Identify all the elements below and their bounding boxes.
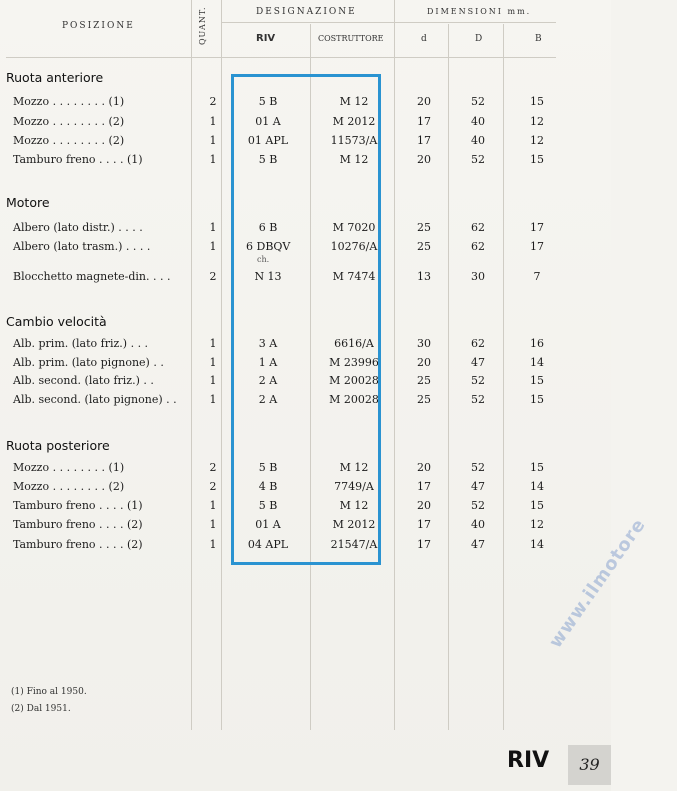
footnote-2: (2) Dal 1951. [11,704,71,714]
cell-d: 13 [417,270,431,283]
cell-riv: 1 A [258,356,278,369]
cell-B: 15 [530,499,544,512]
cell-D: 62 [471,240,485,253]
cell-quant: 2 [209,95,217,108]
cell-D: 47 [471,356,485,369]
header-designazione: DESIGNAZIONE [256,7,357,17]
cell-costruttore: 21547/A [330,538,378,551]
header-costruttore: COSTRUTTORE [318,34,384,43]
cell-riv: 2 A [258,374,278,387]
cell-D: 40 [471,115,485,128]
cell-D: 52 [471,499,485,512]
cell-d: 17 [417,518,431,531]
cell-costruttore: M 12 [339,499,369,512]
cell-quant: 1 [209,393,217,406]
cell-B: 15 [530,95,544,108]
cell-D: 47 [471,538,485,551]
cell-riv: 6 B [258,221,278,234]
cell-costruttore: M 20028 [329,374,379,387]
cell-posizione: Mozzo . . . . . . . . (2) [13,480,125,493]
cell-posizione: Tamburo freno . . . . (1) [13,153,143,166]
cell-quant: 1 [209,337,217,350]
cell-quant: 1 [209,538,217,551]
cell-quant: 1 [209,518,217,531]
section-title: Ruota posteriore [6,438,110,453]
cell-costruttore: 7749/A [334,480,374,493]
cell-costruttore: M 2012 [332,115,376,128]
cell-B: 15 [530,153,544,166]
page-number: 39 [568,745,611,785]
cell-costruttore: M 12 [339,95,369,108]
footnote-1: (1) Fino al 1950. [11,687,87,697]
header-dimensioni: DIMENSIONI mm. [427,7,532,16]
cell-posizione: Alb. prim. (lato pignone) . . [13,356,164,369]
cell-d: 20 [417,499,431,512]
cell-posizione: Mozzo . . . . . . . . (1) [13,95,125,108]
cell-B: 17 [530,240,544,253]
header-quant: QUANT. [198,6,207,45]
cell-B: 15 [530,374,544,387]
cell-posizione: Alb. second. (lato pignone) . . [13,393,177,406]
cell-D: 52 [471,153,485,166]
cell-costruttore: M 2012 [332,518,376,531]
cell-quant: 1 [209,374,217,387]
header-d: d [421,34,429,44]
cell-posizione: Albero (lato trasm.) . . . . [13,240,151,253]
cell-costruttore: M 7474 [332,270,376,283]
cell-costruttore: M 12 [339,153,369,166]
cell-D: 52 [471,393,485,406]
cell-quant: 1 [209,115,217,128]
cell-riv: 3 A [258,337,278,350]
cell-riv: 01 APL [247,134,289,147]
cell-D: 40 [471,134,485,147]
cell-posizione: Mozzo . . . . . . . . (1) [13,461,125,474]
cell-quant: 1 [209,499,217,512]
cell-posizione: Blocchetto magnete-din. . . . [13,270,171,283]
cell-quant: 1 [209,153,217,166]
riv-logo: RIV [507,748,550,773]
cell-D: 47 [471,480,485,493]
cell-B: 7 [533,270,541,283]
cell-B: 17 [530,221,544,234]
cell-costruttore: M 23996 [329,356,379,369]
cell-B: 14 [530,538,544,551]
cell-B: 12 [530,115,544,128]
cell-d: 20 [417,461,431,474]
cell-D: 62 [471,221,485,234]
cell-d: 25 [417,393,431,406]
cell-costruttore: 11573/A [330,134,378,147]
cell-riv: 04 APL [247,538,289,551]
header-riv: RIV [256,33,276,44]
cell-d: 17 [417,480,431,493]
watermark-text: www.ilmotore [545,514,651,653]
cell-costruttore: 6616/A [334,337,374,350]
cell-costruttore: M 12 [339,461,369,474]
cell-d: 17 [417,134,431,147]
cell-posizione: Tamburo freno . . . . (2) [13,538,143,551]
cell-riv: 2 A [258,393,278,406]
cell-posizione: Mozzo . . . . . . . . (2) [13,115,125,128]
cell-riv: 5 B [258,95,278,108]
cell-posizione: Alb. prim. (lato friz.) . . . [13,337,149,350]
cell-D: 52 [471,374,485,387]
cell-costruttore: M 7020 [332,221,376,234]
cell-B: 12 [530,134,544,147]
cell-D: 62 [471,337,485,350]
cell-D: 52 [471,461,485,474]
cell-B: 15 [530,461,544,474]
cell-d: 25 [417,240,431,253]
cell-D: 52 [471,95,485,108]
header-D: D [475,34,485,44]
cell-d: 20 [417,153,431,166]
cell-riv: 01 A [255,518,281,531]
cell-riv: N 13 [254,270,282,283]
cell-costruttore: M 20028 [329,393,379,406]
cell-costruttore: 10276/A [330,240,378,253]
header-B: B [535,34,544,44]
cell-riv: 5 B [258,461,278,474]
cell-quant: 1 [209,240,217,253]
cell-d: 20 [417,356,431,369]
cell-quant: 2 [209,270,217,283]
cell-d: 20 [417,95,431,108]
cell-riv-note: ch. [257,255,270,264]
cell-d: 17 [417,538,431,551]
section-title: Ruota anteriore [6,70,104,85]
cell-D: 30 [471,270,485,283]
header-rule-top [221,22,556,23]
cell-quant: 1 [209,221,217,234]
header-posizione: POSIZIONE [62,21,135,31]
cell-B: 16 [530,337,544,350]
cell-posizione: Tamburo freno . . . . (1) [13,499,143,512]
cell-riv: 6 DBQV [246,240,291,253]
cell-B: 12 [530,518,544,531]
cell-D: 40 [471,518,485,531]
cell-riv: 4 B [258,480,278,493]
cell-d: 25 [417,374,431,387]
cell-d: 30 [417,337,431,350]
cell-B: 15 [530,393,544,406]
cell-quant: 2 [209,480,217,493]
cell-posizione: Albero (lato distr.) . . . . [13,221,143,234]
cell-posizione: Mozzo . . . . . . . . (2) [13,134,125,147]
cell-quant: 1 [209,356,217,369]
cell-d: 25 [417,221,431,234]
cell-quant: 2 [209,461,217,474]
cell-quant: 1 [209,134,217,147]
cell-B: 14 [530,480,544,493]
cell-riv: 5 B [258,153,278,166]
section-title: Cambio velocità [6,314,107,329]
cell-posizione: Tamburo freno . . . . (2) [13,518,143,531]
cell-riv: 01 A [255,115,281,128]
cell-d: 17 [417,115,431,128]
cell-posizione: Alb. second. (lato friz.) . . [13,374,154,387]
header-rule-bottom [6,57,556,58]
cell-B: 14 [530,356,544,369]
highlight-frame [231,74,381,565]
cell-riv: 5 B [258,499,278,512]
section-title: Motore [6,195,50,210]
